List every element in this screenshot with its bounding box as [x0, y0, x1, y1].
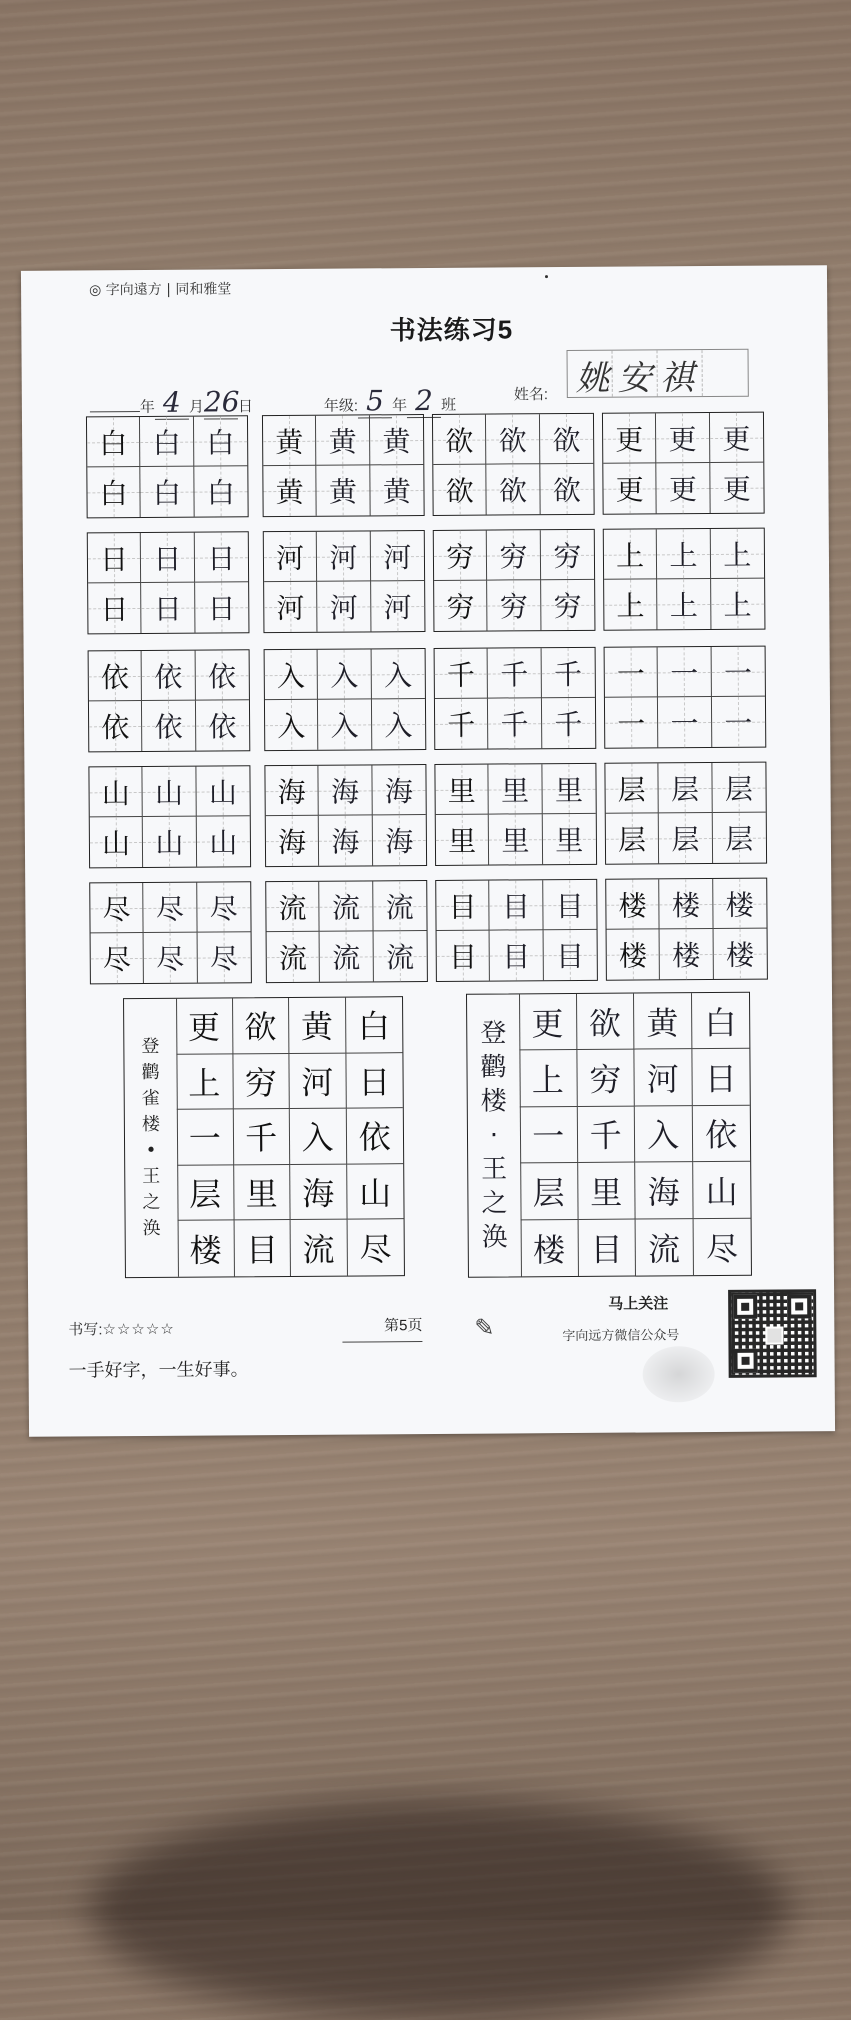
poem-cell: 欲 [233, 998, 290, 1054]
practice-cell: 尽 [197, 882, 251, 932]
poem-title-char: 楼 [141, 1113, 160, 1136]
practice-cell: 更 [710, 463, 764, 513]
grade-value: 5 [358, 384, 392, 418]
poem-cell: 穷 [577, 1050, 635, 1107]
poem-title-column [124, 999, 179, 1277]
day-value: 26 [203, 385, 240, 419]
practice-grid [602, 412, 765, 515]
practice-cell: 欲 [433, 465, 487, 515]
practice-cell: 目 [436, 881, 490, 931]
practice-cell: 依 [142, 651, 196, 701]
practice-cell: 一 [605, 697, 659, 747]
practice-cell: 穷 [541, 580, 595, 630]
practice-cell: 一 [712, 697, 766, 747]
practice-cell: 层 [659, 813, 713, 863]
practice-cell: 流 [267, 932, 321, 982]
poem-cell: 黄 [289, 998, 346, 1054]
practice-cell: 里 [436, 815, 490, 865]
poem-cell: 黄 [634, 993, 692, 1050]
month-value: 4 [155, 386, 189, 420]
practice-grid [265, 880, 428, 983]
practice-cell: 千 [435, 649, 489, 699]
poem-title-char: 王 [481, 1154, 508, 1185]
follow-label: 马上关注 [608, 1295, 669, 1313]
practice-cell: 千 [488, 698, 542, 748]
practice-cell: 千 [541, 648, 595, 698]
practice-cell: 依 [89, 651, 143, 701]
practice-cell: 海 [266, 816, 320, 866]
practice-cell: 楼 [606, 879, 660, 929]
class-value: 2 [407, 384, 441, 418]
name-value: 姚安祺 [575, 358, 702, 399]
poem-cell: 白 [691, 993, 749, 1050]
poem-cell: 入 [635, 1106, 693, 1163]
poem-cell: 一 [177, 1110, 234, 1166]
practice-cell: 依 [196, 700, 250, 750]
practice-cell: 尽 [90, 883, 144, 933]
practice-cell: 日 [194, 532, 248, 582]
practice-cell: 穷 [487, 530, 541, 580]
practice-cell: 欲 [487, 464, 541, 514]
grade-field: 年级: 5 年 2 班 [323, 383, 457, 418]
practice-grid [264, 648, 427, 751]
practice-grid [88, 649, 251, 752]
practice-grid [605, 878, 768, 981]
practice-cell: 海 [372, 765, 426, 815]
practice-cell: 一 [605, 647, 659, 697]
practice-cell: 楼 [713, 879, 767, 929]
poem-cell: 更 [519, 994, 577, 1051]
poem-cell: 楼 [178, 1221, 235, 1277]
practice-cell: 楼 [607, 929, 661, 979]
practice-cell: 日 [195, 582, 249, 632]
practice-cell: 黄 [316, 415, 370, 465]
practice-grid [434, 647, 597, 750]
practice-cell: 层 [606, 813, 660, 863]
poem-cell: 欲 [577, 994, 635, 1051]
practice-cell: 上 [604, 529, 658, 579]
practice-cell: 流 [320, 881, 374, 931]
practice-cell: 入 [265, 700, 319, 750]
practice-cell: 尽 [144, 933, 198, 983]
practice-cell: 白 [194, 416, 248, 466]
practice-cell: 上 [657, 529, 711, 579]
poem-grid-printed [123, 996, 405, 1278]
practice-cell: 上 [657, 579, 711, 629]
practice-cell: 层 [712, 813, 766, 863]
practice-grid [432, 413, 595, 516]
poem-title-char: 雀 [141, 1087, 160, 1110]
practice-cell: 一 [658, 697, 712, 747]
practice-cell: 日 [141, 533, 195, 583]
practice-cell: 千 [488, 648, 542, 698]
shadow [90, 1800, 790, 2020]
practice-cell: 流 [373, 881, 427, 931]
practice-cell: 海 [372, 815, 426, 865]
practice-cell: 白 [141, 467, 195, 517]
practice-cell: 流 [266, 882, 320, 932]
practice-cell: 入 [318, 699, 372, 749]
practice-cell: 里 [435, 765, 489, 815]
poem-title-char: 之 [142, 1191, 161, 1214]
poem-cell: 里 [234, 1165, 291, 1221]
poem-cell: 更 [176, 998, 233, 1054]
practice-cell: 日 [141, 583, 195, 633]
practice-cell: 黄 [370, 465, 424, 515]
poem-cell: 目 [234, 1220, 291, 1276]
practice-cell: 层 [605, 763, 659, 813]
practice-cell: 楼 [713, 929, 767, 979]
poem-cell: 日 [346, 1053, 403, 1109]
poem-title-char: • [145, 1139, 157, 1161]
practice-cell: 目 [437, 931, 491, 981]
practice-cell: 里 [542, 814, 596, 864]
pencil-icon: ✎ [474, 1314, 495, 1342]
practice-cell: 白 [87, 467, 141, 517]
poem-cell: 千 [233, 1109, 290, 1165]
practice-grid [86, 415, 249, 518]
practice-cell: 里 [542, 764, 596, 814]
poem-cell: 海 [290, 1164, 347, 1220]
practice-cell: 河 [317, 531, 371, 581]
practice-cell: 河 [264, 532, 318, 582]
practice-cell: 海 [265, 766, 319, 816]
date-field: 年 4 月26日 [90, 385, 253, 420]
practice-cell: 黄 [317, 465, 371, 515]
poem-title-char: 登 [141, 1035, 160, 1058]
worksheet-paper [21, 265, 835, 1437]
practice-cell: 山 [196, 766, 250, 816]
practice-cell: 目 [490, 930, 544, 980]
practice-cell: 山 [143, 817, 197, 867]
poem-title-char: 鹳 [480, 1052, 507, 1083]
practice-cell: 一 [711, 647, 765, 697]
poem-cell: 流 [636, 1219, 694, 1276]
practice-cell: 山 [196, 816, 250, 866]
practice-grid [434, 763, 597, 866]
practice-cell: 白 [87, 417, 141, 467]
practice-cell: 穷 [540, 530, 594, 580]
practice-cell: 依 [195, 650, 249, 700]
practice-cell: 日 [88, 533, 142, 583]
practice-cell: 尽 [197, 932, 251, 982]
rating: 书写:☆☆☆☆☆ [68, 1320, 175, 1339]
practice-cell: 海 [319, 815, 373, 865]
poem-title-char: 涣 [142, 1217, 161, 1240]
poem-cell: 依 [346, 1108, 403, 1164]
wechat-label: 字向远方微信公众号 [562, 1327, 680, 1344]
practice-cell: 楼 [660, 879, 714, 929]
practice-cell: 更 [603, 463, 657, 513]
poem-title-char: 涣 [481, 1222, 508, 1253]
poem-cell: 一 [520, 1107, 578, 1164]
practice-cell: 更 [657, 463, 711, 513]
practice-cell: 上 [711, 579, 765, 629]
poem-cell: 依 [692, 1106, 750, 1163]
poem-cell: 层 [520, 1163, 578, 1220]
poem-title-char: 鹳 [141, 1061, 160, 1084]
practice-cell: 欲 [540, 414, 594, 464]
practice-cell: 层 [712, 763, 766, 813]
practice-grid [433, 529, 596, 632]
poem-cell: 山 [693, 1162, 751, 1219]
poem-title-char: 楼 [480, 1086, 507, 1117]
practice-cell: 欲 [486, 414, 540, 464]
practice-cell: 河 [371, 581, 425, 631]
practice-cell: 穷 [487, 580, 541, 630]
name-label: 姓名: [513, 386, 549, 404]
practice-cell: 依 [142, 701, 196, 751]
poem-title-char: 登 [480, 1018, 507, 1049]
practice-cell: 白 [140, 417, 194, 467]
poem-cell: 白 [346, 997, 403, 1053]
poem-cell: 千 [577, 1106, 635, 1163]
poem-cell: 里 [578, 1163, 636, 1220]
practice-cell: 入 [318, 649, 372, 699]
practice-cell: 上 [710, 529, 764, 579]
practice-cell: 千 [542, 698, 596, 748]
practice-cell: 依 [89, 701, 143, 751]
practice-cell: 流 [373, 931, 427, 981]
practice-cell: 欲 [540, 464, 594, 514]
practice-cell: 山 [143, 767, 197, 817]
name-box [567, 349, 749, 398]
practice-cell: 层 [659, 763, 713, 813]
poem-cell: 河 [289, 1053, 346, 1109]
practice-cell: 流 [320, 931, 374, 981]
practice-cell: 穷 [434, 581, 488, 631]
rating-stars: ☆☆☆☆☆ [102, 1320, 175, 1339]
ink-stain [642, 1346, 714, 1403]
poem-title-char: · [489, 1120, 499, 1151]
practice-cell: 白 [194, 466, 248, 516]
practice-grid [262, 414, 425, 517]
poem-cell: 日 [692, 1049, 750, 1106]
poem-cell: 海 [635, 1162, 693, 1219]
practice-grid [263, 530, 426, 633]
poem-cell: 尽 [359, 1230, 392, 1269]
practice-cell: 目 [490, 880, 544, 930]
practice-cell: 里 [489, 814, 543, 864]
practice-grid [87, 531, 250, 634]
practice-cell: 更 [710, 413, 764, 463]
practice-grid [435, 879, 598, 982]
page-title: 书法练习5 [389, 314, 514, 346]
practice-grid [604, 762, 767, 865]
practice-cell: 黄 [263, 466, 317, 516]
practice-cell: 山 [89, 767, 143, 817]
poem-cell: 穷 [233, 1054, 290, 1110]
practice-cell: 河 [370, 531, 424, 581]
practice-cell: 更 [656, 413, 710, 463]
practice-cell: 目 [543, 930, 597, 980]
poem-cell: 上 [519, 1050, 577, 1107]
page-number: 第5页 [328, 1314, 478, 1343]
practice-cell: 入 [372, 699, 426, 749]
practice-cell: 日 [88, 583, 142, 633]
brand-logo: ◎ 字向遠方 | 同和雅堂 [89, 281, 232, 299]
practice-cell: 欲 [433, 415, 487, 465]
poem-cell: 上 [176, 1054, 233, 1110]
motto: 一手好字，一生好事。 [68, 1359, 249, 1381]
practice-cell: 目 [543, 880, 597, 930]
poem-title-char: 王 [142, 1165, 161, 1188]
poem-cell: 尽 [705, 1229, 739, 1268]
practice-cell: 海 [319, 765, 373, 815]
practice-cell: 入 [371, 649, 425, 699]
practice-cell: 千 [435, 699, 489, 749]
poem-cell: 层 [177, 1165, 234, 1221]
qr-code [728, 1289, 817, 1378]
practice-cell: 尽 [144, 883, 198, 933]
poem-title-column-handwritten [467, 994, 522, 1276]
practice-cell: 入 [265, 650, 319, 700]
practice-cell: 山 [90, 817, 144, 867]
practice-cell: 更 [603, 413, 657, 463]
practice-cell: 楼 [660, 929, 714, 979]
ink-dot [545, 275, 548, 278]
practice-grid [604, 646, 767, 749]
poem-cell: 河 [634, 1050, 692, 1107]
poem-grid-handwritten [466, 992, 752, 1278]
practice-cell: 里 [489, 764, 543, 814]
practice-cell: 黄 [370, 415, 424, 465]
practice-grid [89, 881, 252, 984]
poem-cell: 楼 [521, 1220, 579, 1277]
practice-cell: 一 [658, 647, 712, 697]
practice-grid [264, 764, 427, 867]
practice-cell: 尽 [91, 933, 145, 983]
practice-grid [88, 765, 251, 868]
poem-cell: 山 [347, 1164, 404, 1220]
poem-cell: 流 [291, 1220, 348, 1276]
poem-cell: 目 [578, 1219, 636, 1276]
practice-cell: 黄 [263, 416, 317, 466]
practice-cell: 穷 [434, 531, 488, 581]
poem-cell: 入 [290, 1109, 347, 1165]
practice-cell: 河 [317, 581, 371, 631]
poem-title-char: 之 [481, 1188, 508, 1219]
practice-cell: 上 [604, 579, 658, 629]
practice-cell: 河 [264, 582, 318, 632]
practice-grid [603, 528, 766, 631]
